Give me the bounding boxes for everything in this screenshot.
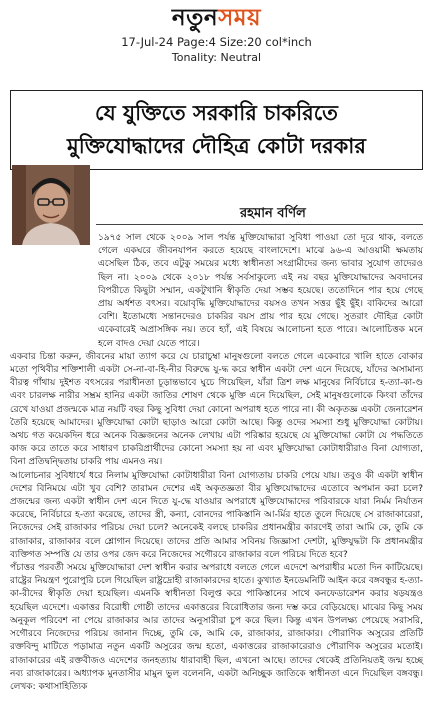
headline-line-1: যে যুক্তিতে সরকারি চাকরিতে	[95, 101, 338, 125]
article-paragraph-3: আলোচনার সুবিধার্থে ধরে নিলাম মুক্তিযোদ্ধা কোটাধারীরা বিনা যোগ্যতায় চাকরি পেয়ে যায়। তবুও কী একটা স্বাধীন দেশের বিনিময়ে এটা খুব বেশি? তারামন দেশের এই অকৃতজ্ঞতা বীর মুক্তিযোদ্ধাদের এতোবে অপমান করা চলে? প্রজন্মের জন্য একটা স্বাধীন দেশ এনে দিতে যু-দ্ধে যাওয়ার অপরাধে মুক্তিযোদ্ধাদের পরিবারকে যারা নির্মম নির্যাতন করেছে, নির্বিচারে হ-ত্যা করেছে, তাদের স্ত্রী, কন্যা, বোনদের পাকিস্তানি আ-র্মির হাতে তুলে দিয়েছে সে রাজাকারেরা, নিজেদের সেই রাজাকার পরিচয় দেয়া চলে? অনেকেই বলছে চাকরির প্রধানমন্ত্রীর কারণেই তারা আমি কে, তুমি কে রাজাকার, রাজাকার বলে শ্লোগান দিয়েছে। তাদের প্রতি আমার সবিনয় জিজ্ঞাসা দেশটা, মুক্তিযুদ্ধটা কি প্রধানমন্ত্রীর ব্যক্তিগত সম্পত্তি যে তার ওপর জেদ করে নিজেদের সগৌরবে রাজাকার বলে পরিচয় দিতে হবে?	[10, 470, 423, 560]
logo-word-somoy: সময়	[218, 3, 262, 31]
article-paragraph-4: পঁচাত্তর পরবর্তী সময়ে মুক্তিযোদ্ধারা দেশ স্বাধীন করার অপরাধে বলতে গেলে এদেশে অপরাধীর মতো দিন কাটিয়েছে। রাষ্ট্রের নিয়ন্ত্রণ পুরোপুরি চলে গিয়েছিল রাষ্ট্রদ্রোহী রাজাকারদের হাতে। কুখ্যাত ইনডেমনিটি আইন করে বঙ্গবন্ধুর হ-ত্যা-কা-রীদের স্বীকৃতি দেয়া হয়েছিল। এমনকি স্বাধীনতা বিলুপ্ত করে পাকিস্তানের সাথে কনফেডারেশন করার ষড়যন্ত্রও হয়েছিল এদেশে। একাত্তর বিরোধী গোষ্ঠী তাদের একাত্তরের বিরোধিতার জন্য দম্ভ করে বেড়িয়েছে। মাঝের কিছু সময় অনুকূল পরিবেশ না পেয়ে রাজাকার আর তাদের অনুসারীরা চুপ করে ছিল। কিন্তু এখন উপলক্ষ্য পেয়েছে সরাসরি, সগৌরবে নিজেদের পরিচয় জানান দিচ্ছে, তুমি কে, আমি কে, রাজাকার, রাজাকার। পৌরাণিক অসুরের প্রতিটি রক্তবিন্দু মাটিতে পড়ামাত্র নতুন একটি অসুরের জন্ম হতো, একাত্তরের রাজাকারেরাও পৌরাণিক অসুরের মতোই। রাজাকারের এই রক্তবীজও এদেশের জনহত্যায় ধারাবাহী ছিল, এখনো আছে। তাদের থেকেই প্রতিনিয়তই জন্ম হচ্ছে নব্য রাজাকারের। অধ্যাপক মুনতাসীর মামুন ভুল বলেননি, একটা অনিচ্ছুক জাতিকে স্বাধীনতা এনে দিয়েছিল বঙ্গবন্ধু। লেখক: কথাসাহিত্যিক	[10, 563, 423, 692]
byline-divider	[96, 224, 423, 225]
article-paragraph-2: একবার চিন্তা করুন, জীবনের মায়া ত্যাগ করে যে চারাচুম্বা মানুষগুলো বলতে গেলে একেবারে খালি হাতে বোকার মতো পৃথিবীর শক্তিশালী একটা সে-না-বা-হি-নীর বিরুদ্ধে যু-দ্ধ করে স্বাধীন একটা দেশ এনে দিয়েছে, যাঁদের অসামান্য বীরত্ব গাঁথায় দুইশত বৎসরের পরাধীনতা চূড়ান্তভাবে ঘুচে গিয়েছিল, যাঁরা ত্রিশ লক্ষ মানুষের নির্বিচারে হ-ত্যা-কা-ণ্ড এবং চারলক্ষ নারীর সম্ভ্রম হানির একটা জাতির শোষণ থেকে মুক্তি এনে দিয়েছিল, সেই মানুষগুলোকে কিংবা তাঁদের রেখে যাওয়া প্রজন্মকে মাত্র নয়টি বছর কিছু সুবিধা দেয়া কোনো অপরাধ হতে পারে না। কী অকৃতজ্ঞ একটা জেনারেশন তৈরি হয়েছে আমাদের। মুক্তিযোদ্ধা কোটা ছাড়াও আরো কোটা আছে। কিন্তু ওদের সমস্যা শুধু মুক্তিযোদ্ধা কোটায়। অথচ গত কয়েকদিন ধরে অনেক বিজ্ঞজনের অনেক লেখায় এটা পরিষ্কার হয়েছে যে মুক্তিযোদ্ধা কোটা যে পদ্ধতিতে কাজ করে তাতে করে সাধারণ চাকরিপ্রার্থীদের কোনো সমস্যা হয় না এবং মুক্তিযোদ্ধা কোটাধারীরাও বিনা যোগ্যতা, বিনা প্রতিদ্বন্দ্বিতায় চাকরি পায় এমনও নয়।	[10, 351, 423, 468]
headline-line-2: মুক্তিযোদ্ধাদের দৌহিত্র কোটা দরকার	[67, 134, 366, 158]
clip-tonality: Tonality: Neutral	[171, 51, 262, 64]
article-paragraph-1: ১৯৭৫ সাল থেকে ২০০৯ সাল পর্যন্ত মুক্তিযোদ্ধারা সুবিধা পাওয়া তো দূরে থাক, বলতে গেলে একঘরে জীবনযাপন করতে হয়েছে বাংলাদেশে। মাঝে ৯৬-এ আওয়ামী ক্ষমতায় এসেছিল ঠিক, তবে এটুকু সময়ের মধ্যে স্বাধীনতা সংগ্রামীদের জন্য ভাবার সুযোগ তাদেরও ছিল না। ২০০৯ থেকে ২০১৮ পর্যন্ত সর্বসাকুল্যে এই নয় বছর মুক্তিযোদ্ধাদের অবদানের বিপরীতে কিছুটা সম্মান, একটুখানি স্বীকৃতি দেয়া সম্ভব হয়েছে। ততোদিনে পার হয়ে গেছে প্রায় অর্ধশত বৎসর। বয়োবৃদ্ধি মুক্তিযোদ্ধাদের বয়সও তখন সত্তর ছুঁই ছুঁই। বাকিদের আরো বেশি। ইতোমধ্যে সন্তানদেরও চাকরির বয়স প্রায় পার হয়ে গেছে। সুতরাং দৌহিত্র কোটা একেবারেই অপ্রাসঙ্গিক নয়। তবে হ্যাঁ, এই বিষয়ে আলোচনা হতে পারে। আলোচিত্তক মনে হলে বাদও দেয়া যেতে পারে।	[98, 233, 423, 349]
article-body	[10, 232, 423, 694]
author-byline: রহমান বর্ণিল	[240, 206, 306, 221]
newspaper-logo	[171, 3, 262, 31]
logo-word-notun: নতুন	[171, 3, 219, 31]
headline-box	[10, 90, 423, 170]
clip-date-page-size: 17-Jul-24 Page:4 Size:20 col*inch	[121, 35, 312, 49]
newspaper-masthead	[0, 0, 433, 34]
